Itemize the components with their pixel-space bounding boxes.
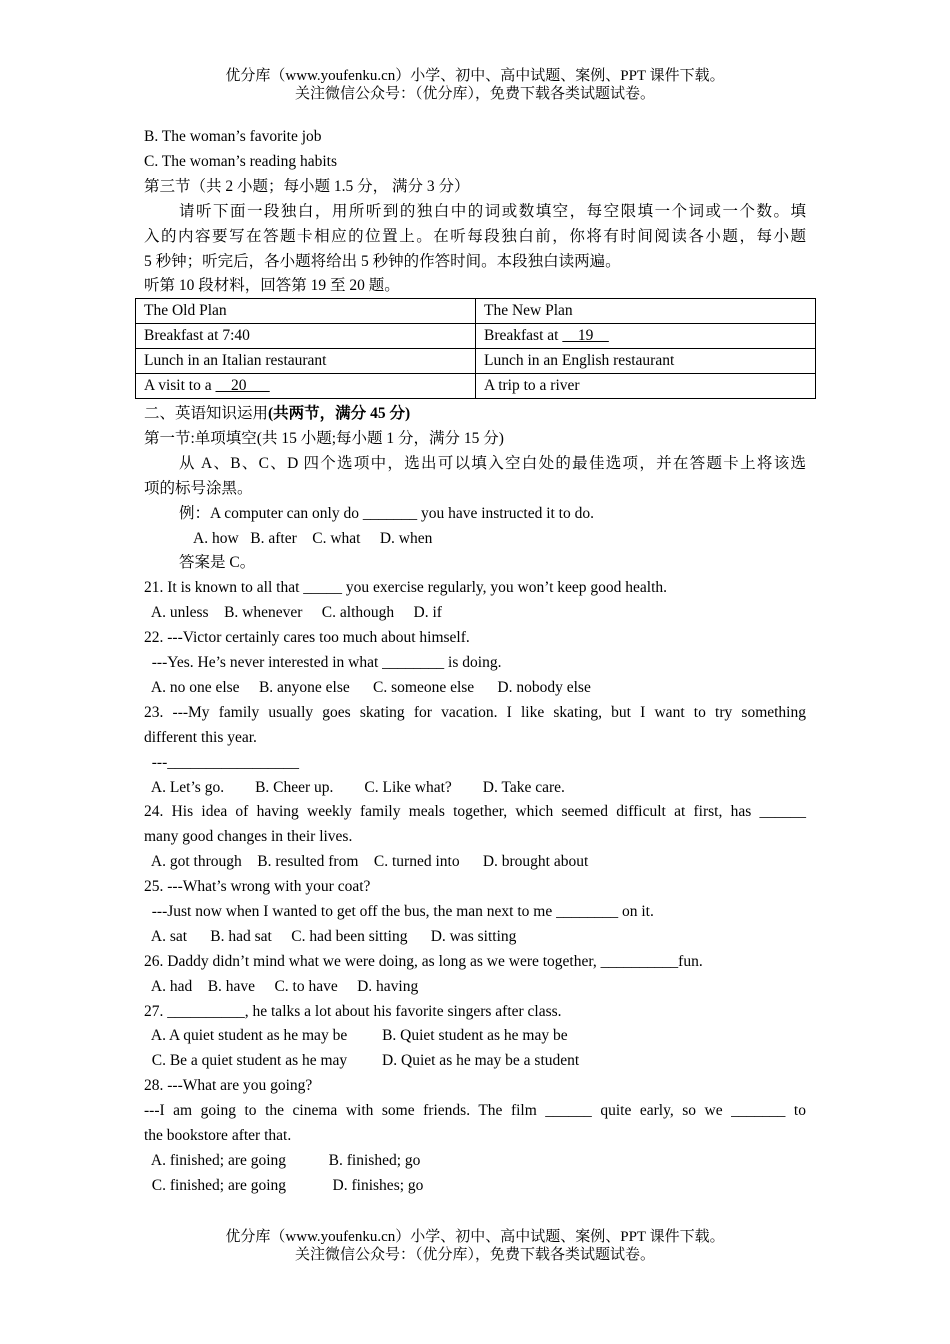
question-22-options: A. no one else B. anyone else C. someone else D. nobody else — [144, 679, 591, 696]
blank-20: 20 — [215, 377, 270, 394]
table-row — [136, 374, 816, 399]
part2-title-text: 二、英语知识运用 — [144, 405, 269, 422]
new-breakfast — [476, 324, 816, 349]
section1-instruction-1: 从 A、B、C、D 四个选项中，选出可以填入空白处的最佳选项，并在答题卡上将该选 — [179, 455, 806, 472]
question-23-options: A. Let’s go. B. Cheer up. C. Like what? D. Take care. — [144, 779, 565, 796]
question-21: 21. It is known to all that _____ you exercise regularly, you won’t keep good health. — [144, 579, 668, 596]
new-lunch: Lunch in an English restaurant — [476, 349, 816, 374]
question-28-options-1: A. finished; are going B. finished; go — [144, 1152, 421, 1169]
table-row — [136, 324, 816, 349]
page-header-line1: 优分库（www.youfenku.cn）小学、初中、高中试题、案例、PPT 课件下载。 — [225, 68, 725, 84]
question-25-options: A. sat B. had sat C. had been sitting D. was sitting — [144, 928, 517, 945]
option-b: B. The woman’s favorite job — [144, 128, 322, 145]
new-trip: A trip to a river — [476, 374, 816, 399]
new-plan-header: The New Plan — [476, 299, 816, 324]
question-23: 23. ---My family usually goes skating for vacation. I like skating, but I want to try something — [144, 704, 806, 721]
table-row — [136, 349, 816, 374]
table-row — [136, 299, 816, 324]
old-visit — [136, 374, 476, 399]
question-28-options-2: C. finished; are going D. finishes; go — [144, 1177, 424, 1194]
question-28-reply: ---I am going to the cinema with some friends. The film ______ quite early, so we _______ to — [144, 1102, 806, 1119]
plan-table — [135, 298, 816, 399]
section1-title: 第一节:单项填空(共 15 小题;每小题 1 分，满分 15 分) — [144, 430, 504, 447]
part2-title-bold-b: 分) — [385, 405, 411, 422]
page-footer-line2: 关注微信公众号：（优分库），免费下载各类试题试卷。 — [294, 1247, 655, 1263]
question-22-reply: ---Yes. He’s never interested in what ________ is doing. — [144, 654, 502, 671]
old-visit-label: A visit to a — [144, 377, 216, 394]
question-24-options: A. got through B. resulted from C. turned into D. brought about — [144, 853, 589, 870]
question-22: 22. ---Victor certainly cares too much about himself. — [144, 629, 470, 646]
material-intro: 听第 10 段材料，回答第 19 至 20 题。 — [144, 277, 400, 294]
question-21-options: A. unless B. whenever C. although D. if — [144, 604, 442, 621]
section3-instruction-3: 5 秒钟；听完后，各小题将给出 5 秒钟的作答时间。本段独白读两遍。 — [144, 253, 621, 270]
blank-19: 19 — [562, 327, 609, 344]
question-27-options-2: C. Be a quiet student as he may D. Quiet as he may be a student — [144, 1052, 580, 1069]
section3-instruction-1: 请听下面一段独白，用所听到的独白中的词或数填空，每空限填一个词或一个数。填 — [179, 203, 806, 220]
page-footer-line1: 优分库（www.youfenku.cn）小学、初中、高中试题、案例、PPT 课件下载。 — [225, 1229, 725, 1245]
old-plan-header: The Old Plan — [136, 299, 476, 324]
section3-instruction-2: 入的内容要写在答题卡相应的位置上。在听每段独白前，你将有时间阅读各小题，每小题 — [144, 228, 806, 245]
question-28: 28. ---What are you going? — [144, 1077, 313, 1094]
question-25: 25. ---What’s wrong with your coat? — [144, 878, 371, 895]
old-breakfast: Breakfast at 7:40 — [136, 324, 476, 349]
option-c: C. The woman’s reading habits — [144, 153, 338, 170]
page-header-line2: 关注微信公众号：（优分库），免费下载各类试题试卷。 — [294, 86, 655, 102]
question-24-cont: many good changes in their lives. — [144, 828, 353, 845]
question-26-options: A. had B. have C. to have D. having — [144, 978, 419, 995]
example-answer: 答案是 C。 — [179, 554, 256, 571]
question-23-cont: different this year. — [144, 729, 257, 746]
part2-title-bold-a: (共两节，满分 — [268, 405, 371, 422]
old-lunch: Lunch in an Italian restaurant — [136, 349, 476, 374]
question-27: 27. __________, he talks a lot about his favorite singers after class. — [144, 1003, 562, 1020]
example-options: A. how B. after C. what D. when — [193, 530, 433, 547]
part2-title — [144, 404, 410, 424]
question-25-reply: ---Just now when I wanted to get off the bus, the man next to me ________ on it. — [144, 903, 654, 920]
question-24: 24. His idea of having weekly family meals together, which seemed difficult at first, has ______ — [144, 803, 806, 820]
section1-instruction-2: 项的标号涂黑。 — [144, 480, 253, 497]
question-23-reply: ---_________________ — [144, 754, 299, 771]
question-27-options-1: A. A quiet student as he may be B. Quiet student as he may be — [144, 1027, 568, 1044]
part2-title-score: 45 — [370, 405, 386, 422]
question-28-cont: the bookstore after that. — [144, 1127, 292, 1144]
question-26: 26. Daddy didn’t mind what we were doing, as long as we were together, __________fun. — [144, 953, 703, 970]
section3-title: 第三节（共 2 小题；每小题 1.5 分， 满分 3 分） — [144, 178, 470, 195]
new-breakfast-label: Breakfast at — [484, 327, 563, 344]
example-question: 例：A computer can only do _______ you have instructed it to do. — [179, 505, 594, 522]
